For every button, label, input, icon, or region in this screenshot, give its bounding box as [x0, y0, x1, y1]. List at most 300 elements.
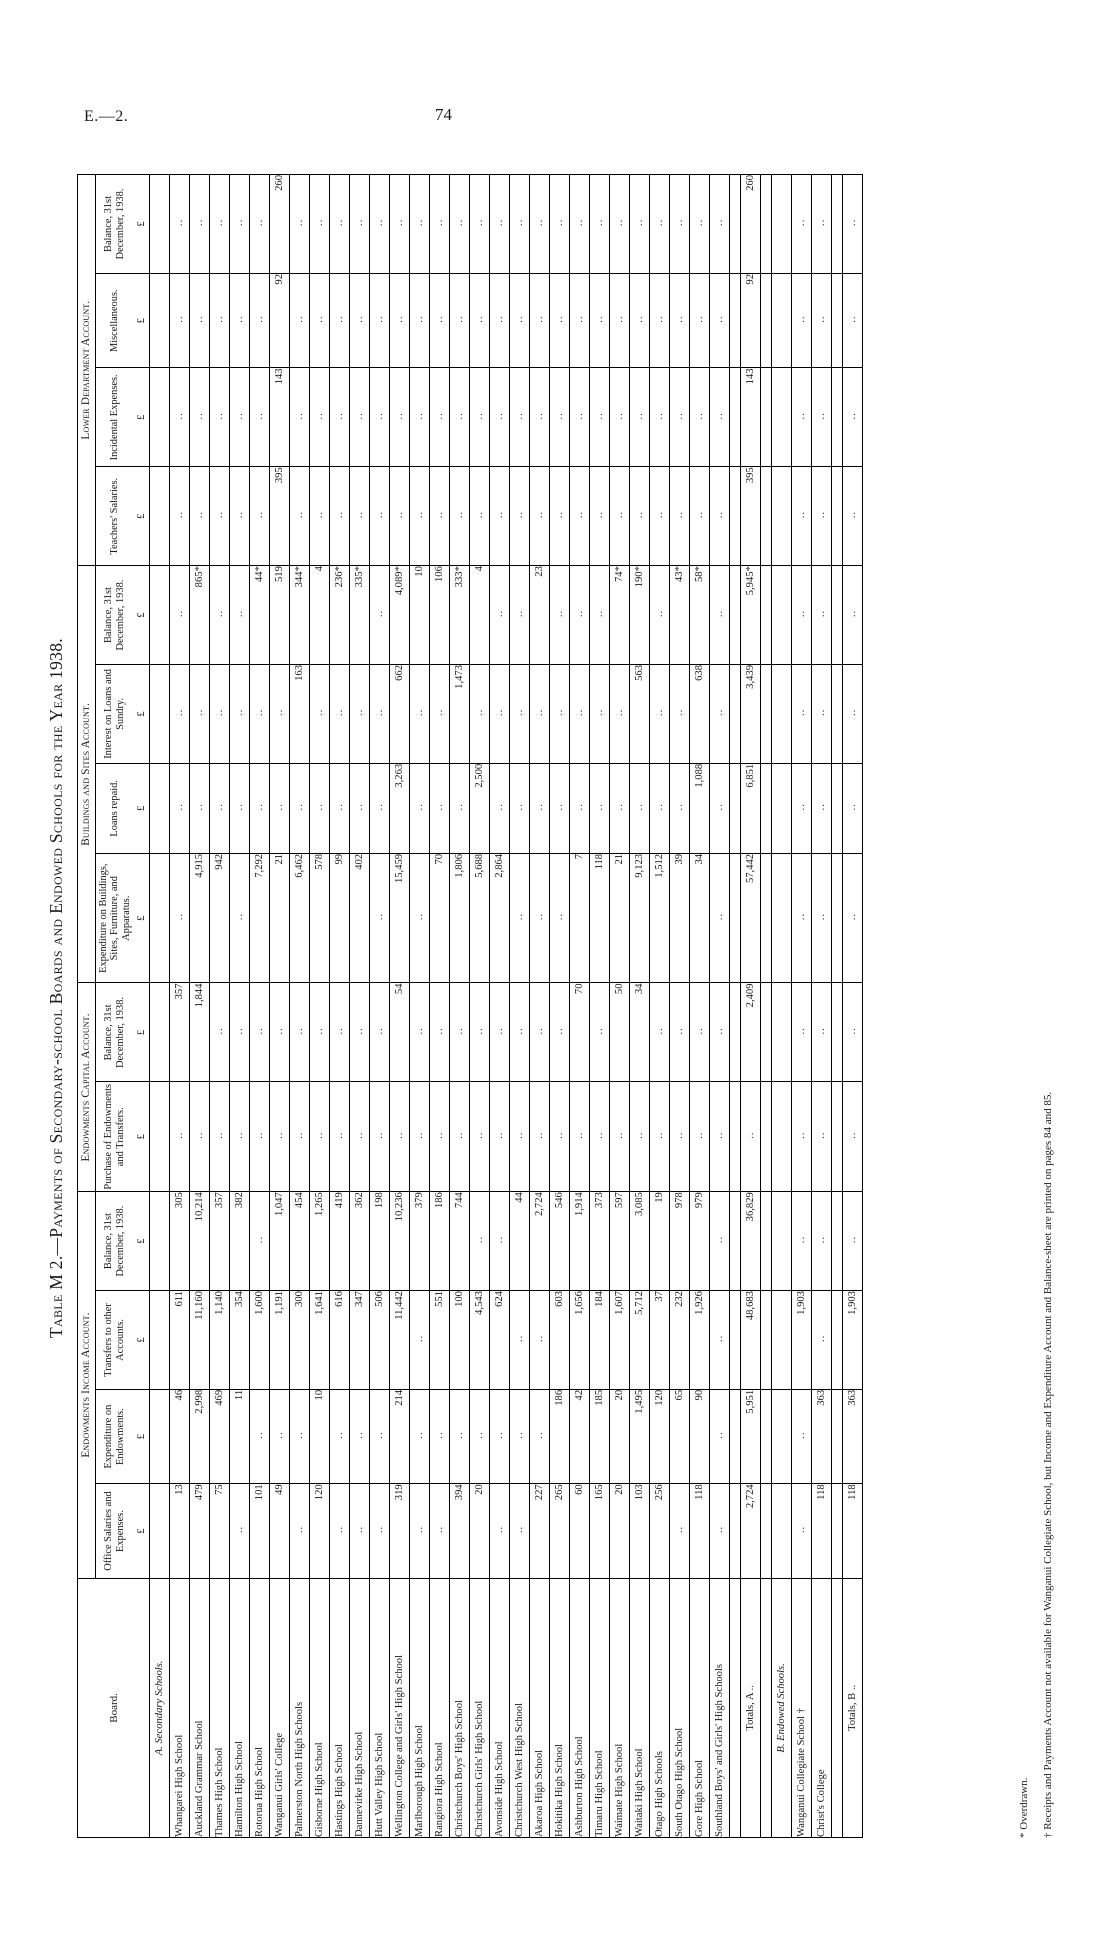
board-name: Christchurch West High School: [510, 1578, 530, 1837]
table-title: Table M 2.—Payments of Secondary-school Boards and Endowed Schools for the Year 1938.: [46, 638, 66, 1338]
cell-empty: ..: [450, 175, 470, 274]
col-balance-buildings: Balance, 31st December, 1938.: [95, 566, 134, 665]
cell-empty: ..: [710, 1291, 730, 1390]
cell-empty: ..: [530, 175, 550, 274]
cell-empty: ..: [430, 175, 450, 274]
cell-empty: ..: [330, 1484, 350, 1578]
cell-empty: ..: [330, 1082, 350, 1192]
board-name: Rotorua High School: [250, 1578, 270, 1837]
cell-empty: ..: [290, 467, 310, 566]
board-name: Dannevirke High School: [350, 1578, 370, 1837]
cell-empty: ..: [510, 853, 530, 983]
cell-value: 603: [550, 1291, 570, 1390]
cell-empty: ..: [670, 664, 690, 763]
spacer-cell: [761, 983, 772, 1082]
cell-empty: ..: [170, 368, 190, 467]
spacer-cell: [832, 983, 843, 1082]
cell-empty: ..: [812, 1192, 832, 1291]
cell-empty: ..: [410, 1291, 430, 1390]
cell-empty: ..: [812, 368, 832, 467]
cell-empty: ..: [370, 566, 390, 665]
cell-empty: ..: [210, 664, 230, 763]
board-name: Totals, A ..: [741, 1578, 761, 1837]
cell-empty: ..: [710, 368, 730, 467]
cell-empty: ..: [370, 1484, 390, 1578]
cell-empty: ..: [690, 983, 710, 1082]
cell-empty: ..: [843, 853, 863, 983]
cell-empty: ..: [330, 983, 350, 1082]
section-heading: A. Secondary Schools.: [150, 1578, 170, 1837]
board-name: Ashburton High School: [570, 1578, 590, 1837]
cell-empty: ..: [190, 368, 210, 467]
cell-empty: ..: [670, 368, 690, 467]
sym-2: £: [134, 1389, 150, 1483]
cell-value: 3,263: [390, 763, 410, 853]
cell-empty: ..: [350, 1484, 370, 1578]
cell-empty: [772, 983, 792, 1082]
cell-empty: ..: [812, 763, 832, 853]
cell-value: 184: [590, 1291, 610, 1390]
cell-value: 333*: [450, 566, 470, 665]
cell-empty: ..: [812, 853, 832, 983]
cell-value: 10: [410, 566, 430, 665]
table-row: [170, 175, 190, 1838]
table-row: [690, 175, 710, 1838]
spacer-cell: [832, 368, 843, 467]
spacer-cell: [832, 1192, 843, 1291]
cell-empty: ..: [843, 1082, 863, 1192]
cell-empty: ..: [290, 1389, 310, 1483]
spacer-cell: [761, 1082, 772, 1192]
cell-empty: ..: [590, 175, 610, 274]
cell-empty: ..: [570, 1082, 590, 1192]
spacer-cell: [832, 1291, 843, 1390]
cell-empty: ..: [650, 983, 670, 1082]
cell-empty: [772, 1389, 792, 1483]
cell-empty: ..: [190, 467, 210, 566]
cell-empty: ..: [550, 983, 570, 1082]
cell-empty: ..: [470, 983, 490, 1082]
cell-empty: ..: [670, 175, 690, 274]
cell-empty: ..: [290, 175, 310, 274]
cell-value: 54: [390, 983, 410, 1082]
cell-value: 335*: [350, 566, 370, 665]
board-name: Wellington College and Girls' High School: [390, 1578, 410, 1837]
cell-empty: ..: [843, 763, 863, 853]
cell-empty: ..: [270, 1389, 290, 1483]
cell-empty: ..: [330, 368, 350, 467]
cell-value: 347: [350, 1291, 370, 1390]
sym-4: £: [134, 1192, 150, 1291]
cell-empty: ..: [570, 566, 590, 665]
cell-empty: ..: [610, 664, 630, 763]
spacer-cell: [730, 853, 741, 983]
cell-empty: ..: [490, 467, 510, 566]
cell-empty: ..: [310, 273, 330, 367]
cell-empty: ..: [550, 664, 570, 763]
cell-empty: ..: [490, 273, 510, 367]
cell-empty: ..: [210, 467, 230, 566]
cell-empty: ..: [843, 273, 863, 367]
cell-empty: ..: [710, 1082, 730, 1192]
cell-empty: ..: [330, 273, 350, 367]
cell-empty: ..: [370, 1389, 390, 1483]
spacer-cell: [730, 273, 741, 367]
footnote-overdrawn: * Overdrawn.: [1018, 1777, 1030, 1838]
spacer-cell: [761, 566, 772, 665]
cell-empty: ..: [650, 664, 670, 763]
cell-value: 373: [590, 1192, 610, 1291]
cell-value: 1,265: [310, 1192, 330, 1291]
table-row: [450, 175, 470, 1838]
spacer-cell: [832, 1082, 843, 1192]
spacer-cell: [832, 1484, 843, 1578]
cell-empty: ..: [812, 983, 832, 1082]
cell-value: 1,600: [250, 1291, 270, 1390]
cell-empty: ..: [530, 664, 550, 763]
cell-empty: ..: [710, 1389, 730, 1483]
cell-value: 469: [210, 1389, 230, 1483]
cell-value: 7,292: [250, 853, 270, 983]
cell-empty: ..: [350, 175, 370, 274]
cell-value: 578: [310, 853, 330, 983]
cell-empty: ..: [170, 566, 190, 665]
spacer-cell: [730, 1578, 741, 1837]
cell-value: 5,945*: [741, 566, 761, 665]
sym-1: £: [134, 1484, 150, 1578]
cell-empty: ..: [630, 273, 650, 367]
cell-empty: ..: [250, 273, 270, 367]
board-name: Hastings High School: [330, 1578, 350, 1837]
cell-empty: ..: [710, 983, 730, 1082]
spacer-row: [730, 175, 741, 1838]
cell-empty: ..: [470, 1192, 490, 1291]
cell-empty: [772, 664, 792, 763]
cell-value: 382: [230, 1192, 250, 1291]
cell-empty: ..: [792, 1484, 812, 1578]
spacer-cell: [730, 1082, 741, 1192]
cell-empty: [150, 175, 170, 274]
cell-value: 2,864: [490, 853, 510, 983]
cell-value: 232: [670, 1291, 690, 1390]
cell-value: 165: [590, 1484, 610, 1578]
cell-value: 10,236: [390, 1192, 410, 1291]
cell-value: 186: [550, 1389, 570, 1483]
table-row: [550, 175, 570, 1838]
cell-value: 70: [430, 853, 450, 983]
cell-value: 265: [550, 1484, 570, 1578]
cell-value: 23: [530, 566, 550, 665]
section-heading-row: [150, 175, 170, 1838]
cell-empty: ..: [470, 1082, 490, 1192]
cell-empty: ..: [510, 1389, 530, 1483]
cell-value: 21: [270, 853, 290, 983]
cell-empty: ..: [530, 368, 550, 467]
cell-empty: ..: [792, 664, 812, 763]
cell-empty: ..: [490, 1192, 510, 1291]
cell-value: 479: [190, 1484, 210, 1578]
cell-value: 190*: [630, 566, 650, 665]
cell-empty: ..: [410, 1389, 430, 1483]
table-row: [370, 175, 390, 1838]
sym-14: £: [134, 175, 150, 274]
table-row: [510, 175, 530, 1838]
cell-empty: ..: [570, 175, 590, 274]
sym-8: £: [134, 763, 150, 853]
cell-empty: ..: [590, 763, 610, 853]
totals-row: [741, 175, 761, 1838]
board-name: Auckland Grammar School: [190, 1578, 210, 1837]
board-name: Hutt Valley High School: [370, 1578, 390, 1837]
cell-empty: ..: [650, 467, 670, 566]
cell-value: 1,844: [190, 983, 210, 1082]
cell-empty: ..: [792, 368, 812, 467]
cell-value: 597: [610, 1192, 630, 1291]
cell-empty: ..: [190, 175, 210, 274]
cell-empty: ..: [350, 1389, 370, 1483]
cell-empty: ..: [210, 368, 230, 467]
cell-empty: ..: [230, 853, 250, 983]
cell-empty: ..: [550, 273, 570, 367]
spacer-cell: [730, 763, 741, 853]
cell-empty: ..: [710, 853, 730, 983]
cell-value: 6,851: [741, 763, 761, 853]
board-name: Hokitika High School: [550, 1578, 570, 1837]
spacer-cell: [730, 1192, 741, 1291]
cell-empty: ..: [550, 853, 570, 983]
cell-empty: ..: [510, 273, 530, 367]
cell-empty: ..: [690, 368, 710, 467]
cell-value: 1,512: [650, 853, 670, 983]
cell-value: 1,641: [310, 1291, 330, 1390]
cell-value: 354: [230, 1291, 250, 1390]
cell-empty: ..: [270, 664, 290, 763]
cell-empty: ..: [570, 763, 590, 853]
cell-value: 4: [470, 566, 490, 665]
cell-empty: ..: [330, 467, 350, 566]
cell-empty: ..: [390, 1082, 410, 1192]
cell-value: 1,656: [570, 1291, 590, 1390]
board-name: Akaroa High School: [530, 1578, 550, 1837]
cell-value: 92: [741, 273, 761, 367]
board-name: Gore High School: [690, 1578, 710, 1837]
cell-empty: ..: [812, 273, 832, 367]
col-expenditure-buildings: Expenditure on Buildings, Sites, Furniture, and Apparatus.: [95, 853, 134, 983]
group-buildings-sites: Buildings and Sites Account.: [78, 566, 96, 983]
spacer-cell: [730, 1291, 741, 1390]
cell-empty: ..: [550, 763, 570, 853]
cell-value: 75: [210, 1484, 230, 1578]
spacer-cell: [761, 1192, 772, 1291]
cell-value: 65: [670, 1389, 690, 1483]
table-row: [470, 175, 490, 1838]
cell-value: 11,442: [390, 1291, 410, 1390]
cell-value: 11: [230, 1389, 250, 1483]
cell-value: 5,951: [741, 1389, 761, 1483]
spacer-cell: [730, 983, 741, 1082]
cell-value: 227: [530, 1484, 550, 1578]
cell-value: 357: [210, 1192, 230, 1291]
cell-value: 10,214: [190, 1192, 210, 1291]
cell-empty: ..: [792, 273, 812, 367]
cell-empty: ..: [230, 983, 250, 1082]
cell-empty: ..: [170, 273, 190, 367]
cell-value: 19: [650, 1192, 670, 1291]
cell-empty: ..: [650, 763, 670, 853]
cell-value: 402: [350, 853, 370, 983]
cell-value: 6,462: [290, 853, 310, 983]
cell-empty: ..: [590, 273, 610, 367]
cell-value: 979: [690, 1192, 710, 1291]
cell-value: 260: [741, 175, 761, 274]
cell-empty: ..: [650, 566, 670, 665]
col-balance-income: Balance, 31st December, 1938.: [95, 1192, 134, 1291]
cell-empty: ..: [290, 368, 310, 467]
cell-empty: ..: [310, 467, 330, 566]
cell-empty: ..: [510, 368, 530, 467]
table-row: [490, 175, 510, 1838]
cell-value: 363: [843, 1389, 863, 1483]
cell-empty: [150, 368, 170, 467]
cell-empty: ..: [290, 273, 310, 367]
cell-empty: ..: [290, 1082, 310, 1192]
cell-empty: ..: [230, 368, 250, 467]
cell-value: 395: [270, 467, 290, 566]
cell-empty: ..: [490, 368, 510, 467]
cell-empty: ..: [650, 368, 670, 467]
cell-empty: ..: [690, 467, 710, 566]
cell-empty: ..: [410, 273, 430, 367]
table-row: [710, 175, 730, 1838]
spacer-cell: [832, 1389, 843, 1483]
cell-value: 1,903: [843, 1291, 863, 1390]
cell-empty: ..: [210, 983, 230, 1082]
cell-empty: ..: [710, 175, 730, 274]
board-name: Thames High School: [210, 1578, 230, 1837]
cell-empty: ..: [430, 664, 450, 763]
cell-value: 214: [390, 1389, 410, 1483]
col-incidental-expenses: Incidental Expenses.: [95, 368, 134, 467]
cell-empty: ..: [430, 467, 450, 566]
cell-value: 865*: [190, 566, 210, 665]
cell-value: 2,724: [530, 1192, 550, 1291]
cell-value: 20: [610, 1389, 630, 1483]
cell-empty: [772, 368, 792, 467]
board-name: Timaru High School: [590, 1578, 610, 1837]
table-row: [670, 175, 690, 1838]
cell-value: 44: [510, 1192, 530, 1291]
cell-empty: ..: [190, 664, 210, 763]
sym-5: £: [134, 1082, 150, 1192]
cell-value: 20: [610, 1484, 630, 1578]
board-name: Christchurch Boys' High School: [450, 1578, 470, 1837]
cell-empty: ..: [670, 763, 690, 853]
cell-empty: ..: [710, 566, 730, 665]
cell-empty: ..: [490, 664, 510, 763]
table-row: [650, 175, 670, 1838]
col-balance-capital: Balance, 31st December, 1938.: [95, 983, 134, 1082]
cell-value: 57,442: [741, 853, 761, 983]
cell-empty: ..: [370, 983, 390, 1082]
cell-empty: ..: [430, 1484, 450, 1578]
cell-empty: ..: [450, 467, 470, 566]
cell-empty: [150, 763, 170, 853]
cell-empty: ..: [812, 175, 832, 274]
cell-value: 344*: [290, 566, 310, 665]
cell-empty: ..: [190, 1082, 210, 1192]
cell-empty: ..: [250, 1082, 270, 1192]
cell-empty: ..: [370, 664, 390, 763]
cell-value: 4,089*: [390, 566, 410, 665]
spacer-cell: [832, 273, 843, 367]
cell-value: 15,459: [390, 853, 410, 983]
cell-empty: ..: [470, 175, 490, 274]
cell-empty: ..: [792, 853, 812, 983]
cell-empty: ..: [590, 368, 610, 467]
cell-empty: ..: [370, 368, 390, 467]
spacer-cell: [761, 175, 772, 274]
cell-value: 44*: [250, 566, 270, 665]
cell-empty: ..: [610, 175, 630, 274]
cell-empty: ..: [510, 467, 530, 566]
table-row: [310, 175, 330, 1838]
cell-value: 143: [741, 368, 761, 467]
cell-empty: ..: [570, 368, 590, 467]
cell-value: 99: [330, 853, 350, 983]
cell-empty: ..: [792, 1082, 812, 1192]
cell-value: 42: [570, 1389, 590, 1483]
cell-empty: ..: [510, 1291, 530, 1390]
cell-empty: ..: [530, 467, 550, 566]
col-miscellaneous: Miscellaneous.: [95, 273, 134, 367]
cell-empty: ..: [812, 467, 832, 566]
cell-empty: ..: [530, 1082, 550, 1192]
cell-empty: ..: [450, 1082, 470, 1192]
cell-empty: ..: [490, 1082, 510, 1192]
cell-empty: ..: [610, 467, 630, 566]
cell-value: 300: [290, 1291, 310, 1390]
cell-value: 1,495: [630, 1389, 650, 1483]
cell-empty: ..: [450, 983, 470, 1082]
cell-empty: ..: [843, 566, 863, 665]
cell-empty: ..: [230, 664, 250, 763]
cell-value: 357: [170, 983, 190, 1082]
cell-empty: ..: [430, 983, 450, 1082]
cell-empty: ..: [410, 853, 430, 983]
cell-value: 49: [270, 1484, 290, 1578]
cell-empty: ..: [330, 763, 350, 853]
cell-value: 120: [650, 1389, 670, 1483]
table-row: [330, 175, 350, 1838]
cell-empty: [150, 1484, 170, 1578]
cell-value: 4: [310, 566, 330, 665]
table-row: [230, 175, 250, 1838]
spacer-cell: [730, 1484, 741, 1578]
cell-value: 744: [450, 1192, 470, 1291]
cell-empty: ..: [170, 763, 190, 853]
cell-value: 48,683: [741, 1291, 761, 1390]
col-transfers: Transfers to other Accounts.: [95, 1291, 134, 1390]
table-row: [590, 175, 610, 1838]
spacer-cell: [761, 467, 772, 566]
cell-value: 638: [690, 664, 710, 763]
cell-empty: ..: [812, 566, 832, 665]
cell-empty: ..: [550, 467, 570, 566]
board-name: Hamilton High School: [230, 1578, 250, 1837]
cell-empty: ..: [792, 467, 812, 566]
cell-empty: [772, 1291, 792, 1390]
cell-value: 3,085: [630, 1192, 650, 1291]
